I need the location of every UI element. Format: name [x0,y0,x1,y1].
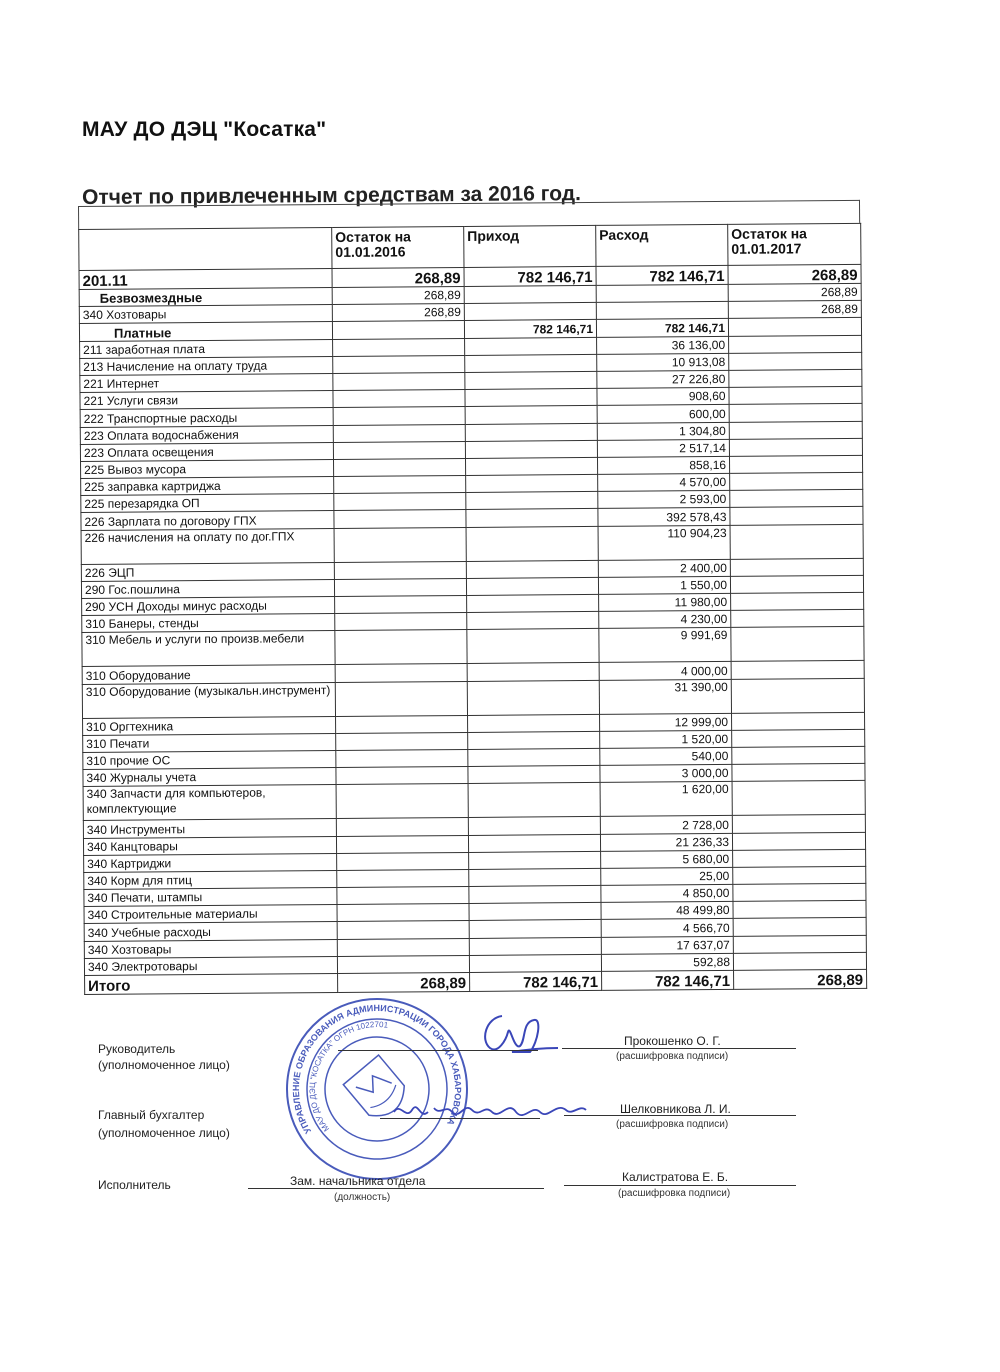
cell-open [337,887,469,905]
cell-in [465,457,597,475]
cell-name: 340 Хозтовары [84,939,337,958]
cell-close [733,935,866,953]
cell-in [465,371,597,389]
cell-out: 4 566,70 [601,919,733,937]
cell-open [333,338,465,356]
cell-name: 340 Электротовары [84,956,337,975]
cell-open: 268,89 [332,267,464,287]
cell-out: 4 850,00 [601,884,733,902]
head-label: Руководитель [98,1042,176,1056]
cell-in: 782 146,71 [470,971,602,991]
cell-out [596,284,728,302]
round-seal-stamp [282,994,472,1184]
cell-close [732,746,865,764]
cell-open [333,458,465,476]
cell-in [469,851,601,869]
cell-close [730,575,863,593]
cell-name: 226 ЭЦП [81,562,334,581]
cell-out: 908,60 [597,388,729,406]
cell-close [732,763,865,781]
cell-open [334,527,466,562]
cell-name: 222 Транспортные расходы [80,408,333,427]
cell-close [733,952,866,970]
cell-in [467,680,599,715]
cell-open [335,681,467,716]
cell-open [336,749,468,767]
cell-name: 211 заработная плата [80,339,333,358]
cell-out: 21 236,33 [600,833,732,851]
cell-out: 27 226,80 [597,370,729,388]
cell-close [729,352,862,370]
cell-out: 31 390,00 [599,679,731,714]
cell-open [336,767,468,785]
cell-name: 310 прочие ОС [83,750,336,769]
cell-in [465,440,597,458]
cell-name: 225 заправка картриджа [81,477,334,496]
cell-out: 10 913,08 [597,353,729,371]
cell-out: 1 620,00 [600,782,732,817]
head-sub-label: (уполномоченное лицо) [98,1058,230,1072]
cell-in [466,492,598,510]
cell-out: 2 517,14 [597,439,729,457]
cell-name: 340 Строительные материалы [84,905,337,924]
cell-in [464,303,596,321]
col-header-name [79,228,332,271]
cell-in [468,748,600,766]
cell-close [728,318,861,336]
cell-open [334,493,466,511]
cell-close [731,661,864,679]
cell-in: 782 146,71 [464,320,596,338]
cell-open [336,715,468,733]
cell-open [336,818,468,836]
cell-open [337,955,469,973]
cell-in [466,560,598,578]
cell-close [733,901,866,919]
cell-open [332,321,464,339]
cell-name: 340 Запчасти для компьютеров, комплектующие [83,785,336,821]
cell-name: 340 Картриджи [84,853,337,872]
cell-close [733,849,866,867]
cell-open [337,904,469,922]
cell-in [465,337,597,355]
cell-in [469,885,601,903]
cell-open [334,561,466,579]
cell-close [733,918,866,936]
report-title: Отчет по привлеченным средствам за 2016 год. [82,182,581,209]
cell-open [334,476,466,494]
cell-close [730,524,863,559]
cell-open: 268,89 [332,286,464,304]
cell-open [335,613,467,631]
cell-out: 4 000,00 [599,662,731,680]
cell-in [466,474,598,492]
cell-out: 782 146,71 [596,319,728,337]
accountant-handwritten-signature [390,1090,590,1130]
cell-open [336,784,468,819]
cell-out: 25,00 [601,867,733,885]
accountant-sub-label: (уполномоченное лицо) [98,1126,230,1140]
cell-close [732,712,865,730]
cell-open [333,390,465,408]
cell-out: 540,00 [600,747,732,765]
cell-close: 268,89 [728,283,861,301]
cell-name: 213 Начисление на оплату труда [80,356,333,375]
cell-out: 17 637,07 [601,936,733,954]
cell-open [337,869,469,887]
cell-open [335,630,467,665]
cell-out: 2 400,00 [598,559,730,577]
head-decode-hint: (расшифровка подписи) [616,1051,729,1062]
cell-name: 310 Банеры, стенды [82,614,335,633]
cell-close [732,729,865,747]
cell-open: 268,89 [338,972,470,992]
cell-in [469,903,601,921]
cell-out: 1 550,00 [598,576,730,594]
cell-out: 36 136,00 [597,336,729,354]
cell-out [596,302,728,320]
cell-in [467,612,599,630]
cell-close [733,866,866,884]
cell-in [468,834,600,852]
organization-name: МАУ ДО ДЭЦ "Косатка" [82,118,327,141]
cell-name: 340 Канцтовары [83,836,336,855]
cell-close [729,335,862,353]
cell-close [729,438,862,456]
cell-close [729,455,862,473]
cell-name: 310 Оборудование (музыкальн.инструмент) [82,682,335,718]
cell-in [466,526,598,561]
cell-in [468,714,600,732]
cell-in [465,389,597,407]
cell-open [333,372,465,390]
cell-name: Безвозмездные [79,288,332,307]
cell-close: 268,89 [728,301,861,319]
cell-close [729,404,862,422]
cell-out: 592,88 [601,953,733,971]
cell-out: 3 000,00 [600,765,732,783]
cell-name: 310 Оргтехника [83,716,336,735]
cell-name: 221 Интернет [80,373,333,392]
cell-name: 221 Услуги связи [80,391,333,410]
cell-open [334,510,466,528]
cell-out: 2 728,00 [600,816,732,834]
cell-close [731,627,864,662]
cell-in [465,354,597,372]
cell-in [466,577,598,595]
cell-out: 782 146,71 [596,265,728,285]
cell-open: 268,89 [332,304,464,322]
cell-name: 340 Журналы учета [83,768,336,787]
cell-out: 4 230,00 [599,611,731,629]
cell-name: 225 перезарядка ОП [81,494,334,513]
head-name: Прокошенко О. Г. [624,1034,721,1048]
accountant-decode-hint: (расшифровка подписи) [616,1119,729,1130]
cell-name: Итого [85,973,338,994]
position-hint: (должность) [334,1192,391,1203]
col-header-open: Остаток на 01.01.2016 [332,226,464,268]
cell-name: 226 Зарплата по договору ГПХ [81,511,334,530]
cell-in [468,731,600,749]
performer-position: Зам. начальника отдела [290,1174,426,1188]
cell-out: 12 999,00 [600,713,732,731]
cell-name: 201.11 [79,269,332,290]
cell-close [731,592,864,610]
cell-close [730,472,863,490]
cell-out: 858,16 [597,456,729,474]
cell-close [732,781,865,816]
cell-open [333,407,465,425]
cell-close [730,558,863,576]
cell-out: 110 904,23 [598,525,730,560]
cell-in [469,868,601,886]
cell-close [733,883,866,901]
cell-name: 226 начисления на оплату по дог.ГПХ [81,528,334,564]
performer-decode-hint: (расшифровка подписи) [618,1188,731,1199]
report-table [78,223,867,995]
cell-out: 5 680,00 [601,850,733,868]
col-header-out: Расход [596,224,728,266]
accountant-name: Шелковникова Л. И. [620,1102,731,1116]
cell-close [729,421,862,439]
cell-open [337,921,469,939]
cell-out: 11 980,00 [599,593,731,611]
cell-name: 290 УСН Доходы минус расходы [82,596,335,615]
performer-name-line [564,1185,796,1186]
svg-text:МАУ ДО ДЭЦ "КОСАТКА" ОГРН 1022: МАУ ДО ДЭЦ "КОСАТКА" ОГРН 1022701 [307,1019,389,1134]
cell-in [465,406,597,424]
cell-open [336,835,468,853]
cell-in [468,817,600,835]
cell-close [731,610,864,628]
cell-open [336,732,468,750]
cell-in [469,920,601,938]
cell-close [731,678,864,713]
cell-open [335,664,467,682]
cell-out: 2 593,00 [598,491,730,509]
cell-name: 223 Оплата водоснабжения [80,425,333,444]
col-header-close: Остаток на 01.01.2017 [728,223,861,265]
cell-in [465,423,597,441]
cell-name: 340 Корм для птиц [84,870,337,889]
cell-out: 9 991,69 [599,628,731,663]
cell-close [729,369,862,387]
cell-name: 310 Мебель и услуги по произв.мебели [82,631,335,667]
cell-close: 268,89 [734,969,867,989]
cell-name: 340 Печати, штампы [84,888,337,907]
report-sheet [78,200,866,995]
cell-open [334,578,466,596]
cell-in [468,783,600,818]
cell-in [466,509,598,527]
cell-in [467,594,599,612]
cell-open [337,852,469,870]
cell-open [337,938,469,956]
cell-name: 223 Оплата освещения [80,442,333,461]
cell-name: 340 Хозтовары [79,305,332,324]
cell-out: 600,00 [597,405,729,423]
cell-in [469,937,601,955]
cell-in [467,629,599,664]
cell-out: 782 146,71 [602,970,734,990]
cell-in [467,663,599,681]
cell-out: 392 578,43 [598,508,730,526]
cell-in [468,766,600,784]
cell-name: 340 Инструменты [83,819,336,838]
cell-name: 310 Оборудование [82,665,335,684]
cell-open [333,424,465,442]
cell-open [335,595,467,613]
performer-name: Калистратова Е. Б. [622,1170,729,1184]
table-body [79,264,867,994]
cell-close [729,386,862,404]
cell-out: 4 570,00 [598,473,730,491]
cell-in: 782 146,71 [464,266,596,286]
cell-open [333,355,465,373]
table-header-row [79,223,861,270]
cell-open [333,441,465,459]
cell-name: 290 Гос.пошлина [81,579,334,598]
cell-close [732,832,865,850]
cell-name: 340 Учебные расходы [84,922,337,941]
cell-close: 268,89 [728,264,861,284]
cell-out: 48 499,80 [601,902,733,920]
accountant-label: Главный бухгалтер [98,1108,205,1122]
accountant-sign-line [380,1118,540,1119]
head-sign-line [338,1050,538,1051]
cell-name: 225 Вывоз мусора [81,459,334,478]
performer-position-line [248,1188,544,1189]
cell-name: 310 Печати [83,733,336,752]
cell-out: 1 304,80 [597,422,729,440]
svg-text:УПРАВЛЕНИЕ ОБРАЗОВАНИЯ АДМИНИС: УПРАВЛЕНИЕ ОБРАЗОВАНИЯ АДМИНИСТРАЦИИ ГОРОДА ХАБАРОВСКА [290,1002,464,1136]
cell-close [730,507,863,525]
head-name-line [562,1048,796,1049]
cell-close [730,490,863,508]
cell-in [469,954,601,972]
cell-out: 1 520,00 [600,730,732,748]
cell-name: Платные [79,322,332,341]
cell-in [464,285,596,303]
cell-close [732,815,865,833]
col-header-in: Приход [464,225,596,267]
performer-label: Исполнитель [98,1178,171,1192]
